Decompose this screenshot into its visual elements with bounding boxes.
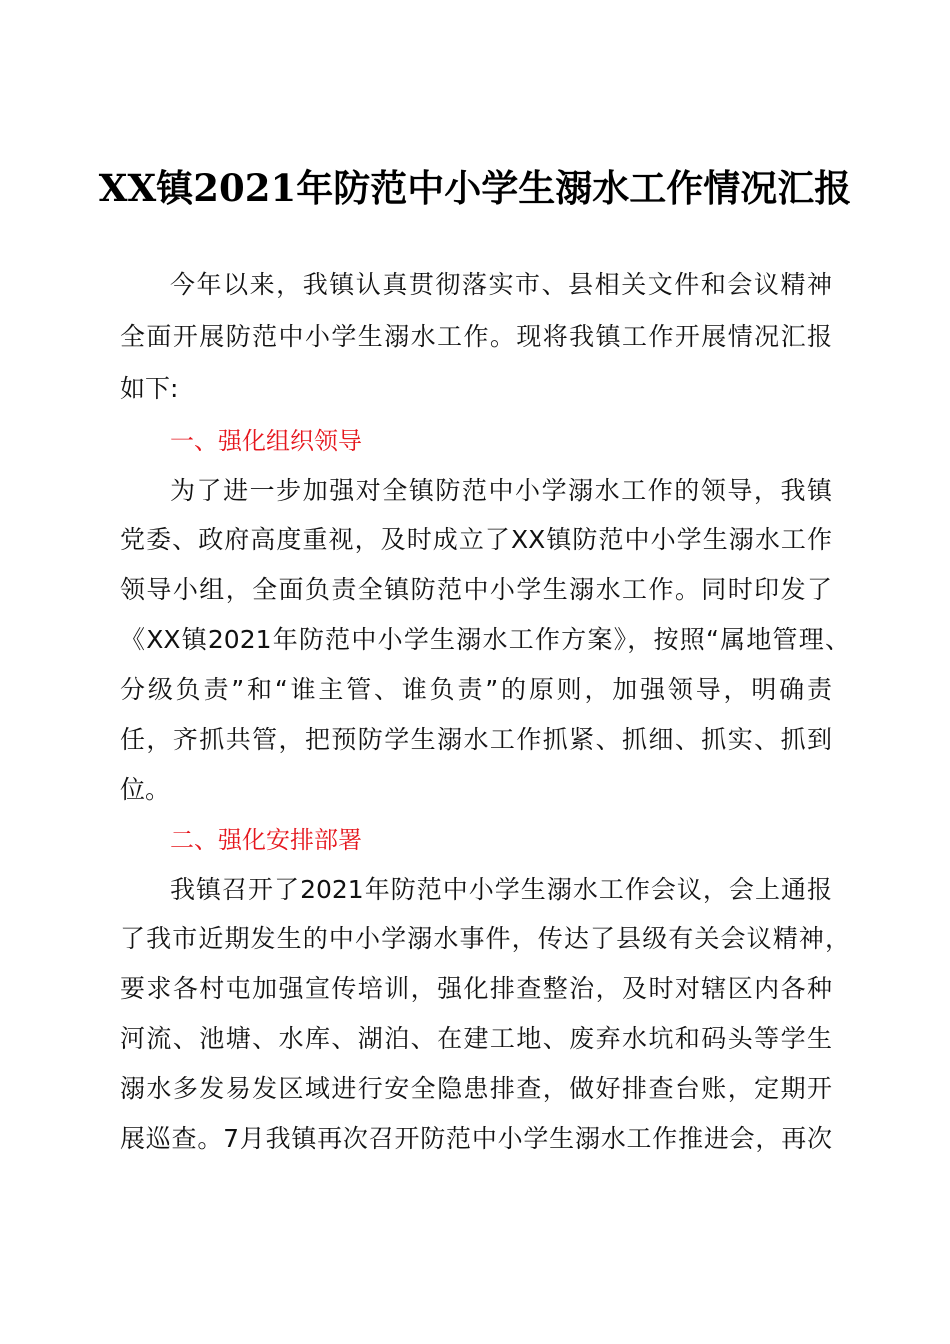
section-heading-2: 二、强化安排部署 (170, 826, 362, 854)
section2-line: 河流、池塘、水库、湖泊、在建工地、废弃水坑和码头等学生 (120, 1024, 832, 1053)
document-title: XX镇2021年防范中小学生溺水工作情况汇报 (98, 166, 852, 210)
section1-line: 为了进一步加强对全镇防范中小学溺水工作的领导，我镇 (170, 476, 832, 505)
section1-line: 领导小组，全面负责全镇防范中小学生溺水工作。同时印发了 (120, 575, 832, 604)
section1-line: 《XX镇2021年防范中小学生溺水工作方案》，按照“属地管理、 (120, 625, 850, 654)
section1-line: 任，齐抓共管，把预防学生溺水工作抓紧、抓细、抓实、抓到 (120, 725, 832, 754)
section2-line: 了我市近期发生的中小学溺水事件，传达了县级有关会议精神， (120, 924, 850, 953)
section1-line: 位。 (120, 775, 171, 804)
section2-line: 展巡查。7月我镇再次召开防范中小学生溺水工作推进会，再次 (120, 1124, 832, 1153)
intro-line: 今年以来，我镇认真贯彻落实市、县相关文件和会议精神 (170, 270, 832, 299)
section1-line: 分级负责”和“谁主管、谁负责”的原则，加强领导，明确责 (120, 675, 832, 704)
section2-line: 我镇召开了2021年防范中小学生溺水工作会议，会上通报 (170, 875, 832, 904)
section2-line: 要求各村屯加强宣传培训，强化排查整治，及时对辖区内各种 (120, 974, 832, 1003)
intro-line: 全面开展防范中小学生溺水工作。现将我镇工作开展情况汇报 (120, 322, 832, 351)
section1-line: 党委、政府高度重视，及时成立了XX镇防范中小学生溺水工作 (120, 525, 832, 554)
section-heading-1: 一、强化组织领导 (170, 427, 362, 455)
section2-line: 溺水多发易发区域进行安全隐患排查，做好排查台账，定期开 (120, 1074, 832, 1103)
intro-line: 如下: (120, 374, 179, 403)
